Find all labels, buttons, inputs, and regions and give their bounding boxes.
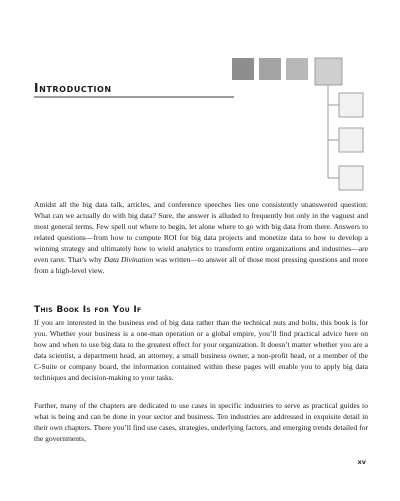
intro-text-end: was written—to answer all of those most pressing questions and more from a high-level view. [34,254,368,275]
ornament-box-3 [286,58,308,80]
section-paragraph-2: Further, many of the chapters are dedicated to use cases in specific industries to serve as practical guides to what is being and can be done in your sector and business. Ten industries are addressed in exquisite detail in their own chapters. There you’ll find use cases, strategies, underlying factors, and emerging trends detailed for the governments, [34,401,368,443]
book-title-italic: Data Divination [103,254,154,264]
ornament-box-child-3 [339,166,363,190]
ornament-box-child-1 [339,93,363,117]
title-rule [34,96,234,98]
chapter-title [34,81,112,95]
chapter-title-text: Introduction [34,81,112,95]
intro-paragraph [34,200,368,277]
ornament-box-child-2 [339,128,363,152]
chapter-ornament-diagram [232,50,367,200]
page-number: xv [357,458,366,466]
section-paragraph-1: If you are interested in the business end of big data rather than the technical nuts and bolts, this book is for you. Whether your business is a one-man operation or a global empire, you’ll find practical advice here on how and when to use big data to the greatest effect for your organization. It doesn’t matter whether you are a data scientist, a department head, an attorney, a small business owner, a non-profit head, or a member of the C-Suite or company board, the information contained within these pages will enable you to apply big data techniques and decision-making to your tasks. [34,318,368,382]
ornament-box-2 [259,58,281,80]
section-heading: This Book Is for You If [34,305,142,315]
ornament-box-1 [232,58,254,80]
ornament-box-top [315,58,342,85]
intro-text-start: Amidst all the big data talk, articles, and conference speeches lies one consistently unanswered question: What can we actually do with big data? Sure, the answer is alluded to frequently but only in the vaguest and most general terms. Few spell out where to begin, let alone where to go with big data from there. Answers to related questions—from how to compute ROI for big data projects and monetize data to how to develop a winning strategy and ultimately how to wield analytics to transform entire organizations and industries—are even rarer. That’s why [34,200,368,264]
